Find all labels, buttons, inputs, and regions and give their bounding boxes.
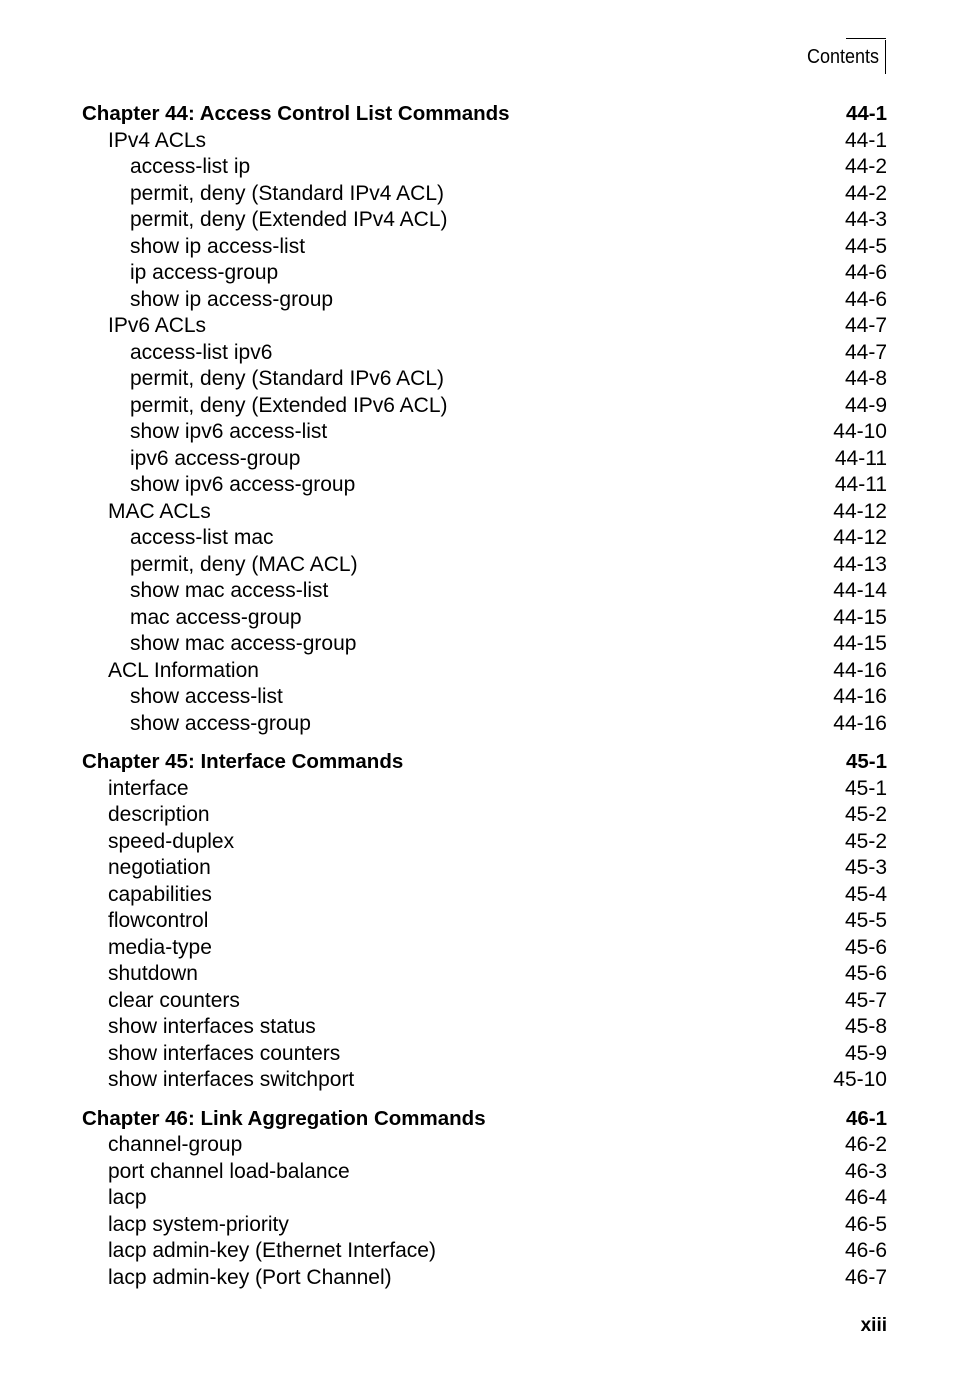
toc-entry-page: 44-12 (833, 499, 887, 523)
toc-entry[interactable] (82, 313, 887, 340)
toc-entry-page: 44-15 (833, 632, 887, 655)
toc-entry[interactable] (82, 802, 887, 829)
toc-entry-page: 44-16 (833, 658, 887, 682)
toc-entry-title: access-list ipv6 (130, 340, 273, 364)
toc-entry[interactable] (82, 128, 887, 155)
toc-entry[interactable] (82, 711, 887, 738)
toc-entry-page: 45-7 (844, 988, 887, 1012)
toc-entry[interactable] (82, 1185, 887, 1212)
running-header (799, 40, 886, 74)
toc-entry-page: 46-1 (845, 1106, 887, 1130)
toc-entry-page: 45-2 (844, 803, 887, 826)
toc-entry-page: 44-9 (844, 393, 887, 417)
toc-entry-title: clear counters (108, 988, 240, 1012)
toc-entry-title: show ip access-list (130, 234, 306, 258)
toc-entry[interactable] (82, 658, 887, 685)
toc-entry-page: 44-5 (844, 234, 887, 258)
toc-entry[interactable] (82, 1159, 887, 1186)
header-rule (846, 38, 886, 39)
toc-entry-title: permit, deny (Extended IPv4 ACL) (130, 208, 448, 231)
toc-chapter-heading[interactable] (82, 749, 887, 776)
toc-entry-page: 46-4 (844, 1186, 887, 1209)
toc-entry-page: 44-16 (833, 685, 887, 708)
toc-entry-page: 45-1 (845, 750, 887, 773)
toc-entry-title: show interfaces switchport (108, 1068, 355, 1091)
page-number: xiii (860, 1315, 887, 1336)
toc-entry-page: 46-2 (844, 1133, 887, 1156)
toc-entry-page: 44-8 (844, 367, 887, 390)
toc-entry-title: show interfaces counters (108, 1041, 341, 1065)
toc-entry-title: shutdown (108, 962, 198, 985)
toc-entry-page: 44-11 (834, 446, 887, 470)
toc-entry[interactable] (82, 684, 887, 711)
toc-entry[interactable] (82, 1132, 887, 1159)
toc-entry[interactable] (82, 419, 887, 446)
toc-entry[interactable] (82, 631, 887, 658)
toc-entry-page: 44-7 (844, 340, 887, 364)
toc-entry[interactable] (82, 935, 887, 962)
toc-entry-title: Chapter 45: Interface Commands (82, 750, 404, 773)
toc-entry[interactable] (82, 393, 887, 420)
toc-entry-page: 44-10 (833, 420, 887, 443)
toc-entry-title: lacp admin-key (Port Channel) (108, 1265, 392, 1289)
toc-entry[interactable] (82, 1238, 887, 1265)
toc-entry-page: 44-16 (833, 711, 887, 735)
toc-entry-page: 44-7 (844, 314, 887, 337)
toc-entry-title: speed-duplex (108, 829, 235, 853)
toc-entry-title: show mac access-group (130, 632, 357, 655)
toc-entry-title: interface (108, 776, 189, 800)
toc-entry-page: 45-10 (833, 1068, 887, 1091)
toc-entry-title: description (108, 803, 210, 826)
toc-entry-page: 44-14 (833, 579, 887, 602)
toc-entry-title: access-list mac (130, 526, 274, 549)
toc-entry-title: lacp admin-key (Ethernet Interface) (108, 1239, 436, 1262)
toc-entry-page: 45-6 (844, 935, 887, 959)
toc-entry[interactable] (82, 366, 887, 393)
toc-entry-title: show mac access-list (130, 579, 329, 602)
toc-entry-title: lacp (108, 1186, 147, 1209)
toc-entry[interactable] (82, 988, 887, 1015)
toc-entry[interactable] (82, 882, 887, 909)
toc-entry-title: permit, deny (Standard IPv4 ACL) (130, 181, 444, 205)
toc-entry[interactable] (82, 1014, 887, 1041)
toc-entry-title: show ip access-group (130, 287, 334, 311)
toc-entry[interactable] (82, 260, 887, 287)
toc-entry-title: permit, deny (MAC ACL) (130, 552, 358, 576)
toc-entry-page: 45-5 (844, 909, 887, 932)
toc-entry[interactable] (82, 1212, 887, 1239)
toc-entry[interactable] (82, 776, 887, 803)
toc-entry[interactable] (82, 207, 887, 234)
toc-entry[interactable] (82, 829, 887, 856)
toc-entry-page: 44-11 (834, 473, 887, 496)
toc-entry[interactable] (82, 287, 887, 314)
toc-entry-title: mac access-group (130, 605, 302, 629)
toc-entry[interactable] (82, 525, 887, 552)
toc-entry-page: 45-3 (844, 856, 887, 879)
toc-entry-title: ACL Information (108, 658, 259, 682)
toc-entry-title: permit, deny (Extended IPv6 ACL) (130, 393, 448, 417)
toc-entry-page: 44-6 (844, 261, 887, 284)
toc-entry-page: 44-1 (845, 102, 887, 125)
toc-entry-title: show interfaces status (108, 1015, 316, 1038)
toc-entry[interactable] (82, 234, 887, 261)
toc-entry[interactable] (82, 1265, 887, 1292)
header-label: Contents (806, 46, 879, 68)
toc-entry-title: ip access-group (130, 261, 279, 284)
toc-chapter-heading[interactable] (82, 1106, 887, 1133)
toc-entry-title: show ipv6 access-list (130, 420, 328, 443)
toc-entry-title: channel-group (108, 1133, 243, 1156)
toc-entry-title: show access-list (130, 685, 283, 708)
toc-entry[interactable] (82, 552, 887, 579)
toc-chapter (82, 1106, 887, 1292)
toc-entry-title: port channel load-balance (108, 1159, 350, 1183)
toc-entry-page: 44-12 (833, 526, 887, 549)
toc-entry-page: 45-6 (844, 962, 887, 985)
toc-entry-title: media-type (108, 935, 212, 959)
toc-entry-title: permit, deny (Standard IPv6 ACL) (130, 367, 444, 390)
toc-entry[interactable] (82, 154, 887, 181)
toc-entry-page: 45-2 (844, 829, 887, 853)
toc-entry-page: 44-13 (833, 552, 887, 576)
toc-entry-page: 45-4 (844, 882, 887, 906)
toc-entry[interactable] (82, 446, 887, 473)
toc-entry-title: MAC ACLs (108, 499, 211, 523)
toc-entry-page: 46-5 (844, 1212, 887, 1236)
toc-entry-page: 44-1 (844, 128, 887, 152)
toc-entry[interactable] (82, 472, 887, 499)
toc-entry[interactable] (82, 961, 887, 988)
toc-entry-title: access-list ip (130, 155, 251, 178)
toc-entry-title: show access-group (130, 711, 311, 735)
toc-entry-page: 46-6 (844, 1239, 887, 1262)
toc-entry-page: 46-3 (844, 1159, 887, 1183)
toc-entry-page: 46-7 (844, 1265, 887, 1289)
toc-entry-page: 45-9 (844, 1041, 887, 1065)
toc-entry-page: 44-6 (844, 287, 887, 311)
toc-chapter-heading[interactable] (82, 101, 887, 128)
toc-entry[interactable] (82, 578, 887, 605)
toc-entry[interactable] (82, 605, 887, 632)
toc-entry-title: ipv6 access-group (130, 446, 301, 470)
toc-entry-page: 44-2 (844, 155, 887, 178)
toc-entry[interactable] (82, 499, 887, 526)
toc-entry-title: Chapter 46: Link Aggregation Commands (82, 1106, 486, 1130)
toc-entry-page: 44-3 (844, 208, 887, 231)
toc-entry-title: Chapter 44: Access Control List Commands (82, 102, 510, 125)
toc-entry[interactable] (82, 1067, 887, 1094)
toc-entry-page: 44-2 (844, 181, 887, 205)
toc-entry-page: 44-15 (833, 605, 887, 629)
toc-entry[interactable] (82, 1041, 887, 1068)
toc-chapter (82, 749, 887, 1094)
toc-entry-title: IPv6 ACLs (108, 314, 207, 337)
table-of-contents (82, 101, 887, 1303)
toc-chapter (82, 101, 887, 737)
toc-entry-title: flowcontrol (108, 909, 209, 932)
toc-entry-title: capabilities (108, 882, 212, 906)
toc-entry[interactable] (82, 340, 887, 367)
toc-entry[interactable] (82, 908, 887, 935)
toc-entry-title: IPv4 ACLs (108, 128, 207, 152)
toc-entry-title: negotiation (108, 856, 211, 879)
toc-entry[interactable] (82, 181, 887, 208)
toc-entry-page: 45-8 (844, 1015, 887, 1038)
toc-entry-page: 45-1 (844, 776, 887, 800)
toc-entry[interactable] (82, 855, 887, 882)
toc-entry-title: show ipv6 access-group (130, 473, 356, 496)
toc-entry-title: lacp system-priority (108, 1212, 289, 1236)
